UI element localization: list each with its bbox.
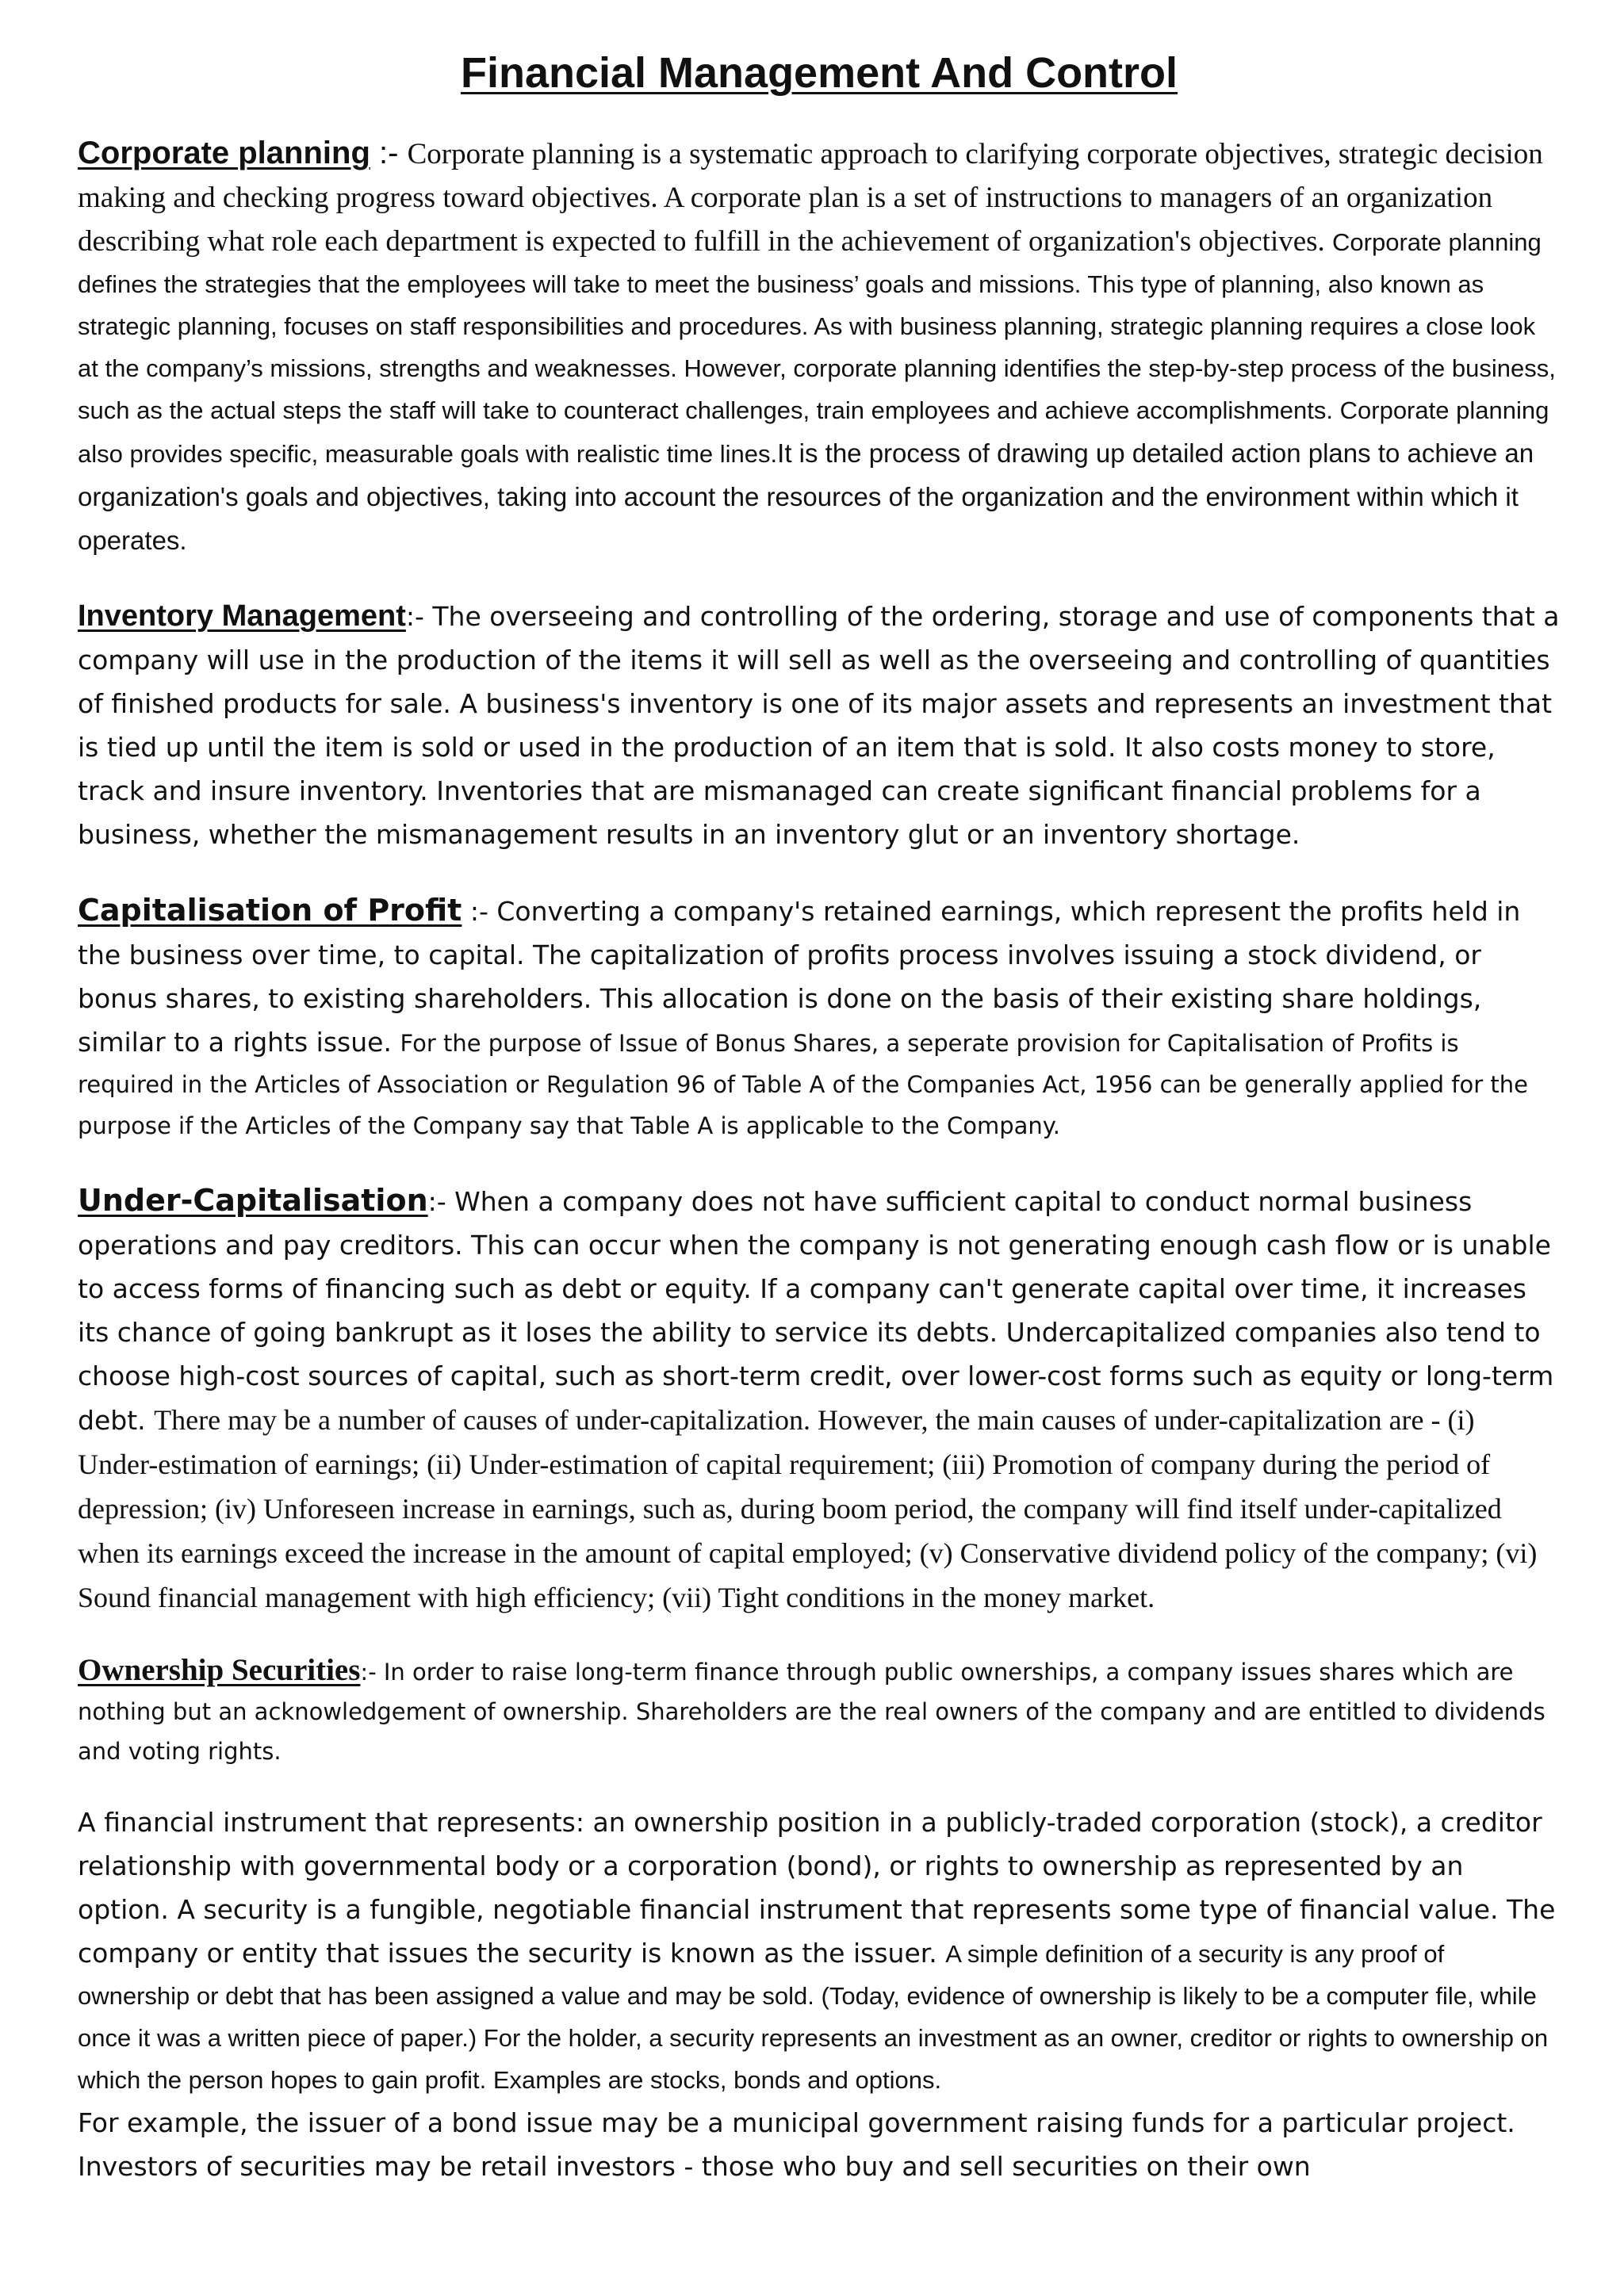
section-inventory-management [78,597,1561,859]
section-body: There may be a number of causes of under-capitalization. However, the main causes of under-capitalization are - (i) Under-estimation of earnings; (ii) Under-estimation of capital requirement; (iii) Promotion of company during the period of depression; (iv) Unforeseen increase in earnings, such as, during boom period, the company will find itself under-capitalized when its earnings exceed the increase in the amount of capital employed; (v) Conservative dividend policy of the company; (vi) Sound financial management with high efficiency; (vii) Tight conditions in the money market. [78,1403,1538,1613]
paragraph-body: A simple definition of a security is any proof of ownership or debt that has been assigned a value and may be sold. (Today, evidence of ownership is likely to be a computer file, while once it was a written piece of paper.) For the holder, a security represents an investment as an owner, creditor or rights to ownership on which the person hopes to gain profit. Examples are stocks, bonds and options. [78,1939,1549,2094]
section-heading: Capitalisation of Profit [78,892,462,928]
section-heading: Under-Capitalisation [78,1182,428,1218]
section-body: Converting a company's retained earnings, which represent the profits held in the business over time, to capital. The capitalization of profits process involves issuing a stock dividend, or bonus shares, to existing shareholders. This allocation is done on the basis of their existing share holdings, similar to a rights issue. [78,895,1521,1058]
paragraph-security-definition [78,1804,1561,2104]
section-body: The overseeing and controlling of the ordering, storage and use of components that a company will use in the production of the items it will sell as well as the overseeing and controlling of quantities of finished products for sale. A business's inventory is one of its major assets and represents an investment that is tied up until the item is sold or used in the production of an item that is sold. It also costs money to store, track and insure inventory. Inventories that are mismanaged can create significant financial problems for a business, whether the mismanagement results in an inventory glut or an inventory shortage. [78,600,1560,850]
section-capitalisation-of-profit [78,891,1561,1150]
section-ownership-securities [78,1653,1561,1774]
paragraph-body: For example, the issuer of a bond issue may be a municipal government raising funds for a particular project. Investors of securities may be retail investors - those who buy and sell securities on their own [78,2107,1515,2182]
section-heading: Corporate planning [78,135,370,170]
section-separator: :- [370,135,408,170]
section-separator: :- [462,895,497,927]
section-body: Corporate planning is a systematic approach to clarifying corporate objectives, strategic decision making and checking progress toward objectives. A corporate plan is a set of instructions to managers of an organization describing what role each department is expected to fulfill in the achievement of organization's objectives. [78,137,1543,258]
paragraph-example [78,2104,1561,2191]
section-body: In order to raise long-term finance through public ownerships, a company issues shares which are nothing but an acknowledgement of ownership. Shareholders are the real owners of the company and are entitled to dividends and voting rights. [78,1658,1545,1765]
section-corporate-planning [78,134,1561,565]
section-body: Corporate planning defines the strategies that the employees will take to meet the business’ goals and missions. This type of planning, also known as strategic planning, focuses on staff responsibilities and procedures. As with business planning, strategic planning requires a close look at the company’s missions, strengths and weaknesses. However, corporate planning identifies the step-by-step process of the business, such as the actual steps the staff will take to counteract challenges, train employees and achieve accomplishments. Corporate planning also provides specific, measurable goals with realistic time lines. [78,228,1556,468]
section-body: When a company does not have sufficient capital to conduct normal business operations and pay creditors. This can occur when the company is not generating enough cash flow or is unable to access forms of financing such as debt or equity. If a company can't generate capital over time, it increases its chance of going bankrupt as it loses the ability to service its debts. Undercapitalized companies also tend to choose high-cost sources of capital, such as short-term credit, over lower-cost forms such as equity or long-term debt. [78,1185,1554,1436]
section-body: For the purpose of Issue of Bonus Shares, a seperate provision for Capitalisation of Profits is required in the Articles of Association or Regulation 96 of Table A of the Companies Act, 1956 can be generally applied for the purpose if the Articles of the Company say that Table A is applicable to the Company. [78,1029,1528,1139]
paragraph-body: A financial instrument that represents: an ownership position in a publicly-traded corporation (stock), a creditor relationship with governmental body or a corporation (bond), or rights to ownership as represented by an option. A security is a fungible, negotiable financial instrument that represents some type of financial value. The company or entity that issues the security is known as the issuer. [78,1806,1556,1969]
section-body: It is the process of drawing up detailed action plans to achieve an organization's goals and objectives, taking into account the resources of the organization and the environment within which it operates. [78,438,1534,555]
section-separator: :- [360,1658,384,1686]
page-title: Financial Management And Control [460,49,1178,97]
section-heading: Ownership Securities [78,1652,361,1687]
section-separator: :- [405,600,433,632]
section-heading: Inventory Management [78,599,406,633]
section-under-capitalisation [78,1181,1561,1623]
section-separator: :- [427,1185,455,1217]
